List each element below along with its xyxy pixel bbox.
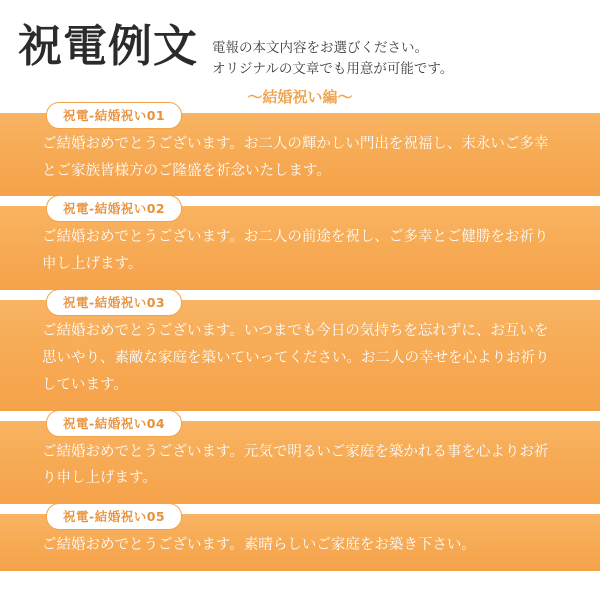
- page-title: 祝電例文: [18, 21, 198, 72]
- item-label: 祝電-結婚祝い03: [46, 289, 182, 316]
- item-label: 祝電-結婚祝い05: [46, 503, 182, 530]
- list-item: [0, 295, 600, 410]
- item-label: 祝電-結婚祝い04: [46, 410, 182, 437]
- item-label: 祝電-結婚祝い02: [46, 195, 182, 222]
- item-label-wrap: [46, 289, 182, 316]
- item-text: ご結婚おめでとうございます。お二人の前途を祝し、ご多幸とご健勝をお祈り申し上げます。: [42, 229, 549, 273]
- list-item: [0, 415, 600, 505]
- list-item: [0, 107, 600, 197]
- item-text: ご結婚おめでとうございます。素晴らしいご家庭をお築き下さい。: [42, 537, 476, 554]
- item-label-wrap: [46, 102, 182, 129]
- item-label: 祝電-結婚祝い01: [46, 102, 182, 129]
- section-heading: 〜結婚祝い編〜: [247, 87, 353, 106]
- item-text: ご結婚おめでとうございます。元気で明るいご家庭を築かれる事を心よりお祈り申し上げます。: [42, 443, 549, 487]
- subtitle-line-2: オリジナルの文章でも用意が可能です。: [212, 60, 454, 77]
- item-label-wrap: [46, 410, 182, 437]
- item-text: ご結婚おめでとうございます。お二人の輝かしい門出を祝福し、末永いご多幸とご家族皆様方のご隆盛を祈念いたします。: [42, 135, 549, 179]
- header-subtitle: [212, 22, 453, 80]
- item-label-wrap: [46, 195, 182, 222]
- subtitle-line-1: 電報の本文内容をお選びください。: [212, 40, 428, 56]
- item-text: ご結婚おめでとうございます。いつまでも今日の気持ちを忘れずに、お互いを思いやり、素敵な家庭を築いていってください。お二人の幸せを心よりお祈りしています。: [42, 323, 550, 393]
- header: [0, 0, 600, 80]
- list-item: [0, 201, 600, 290]
- example-list: [0, 107, 600, 571]
- item-band: [0, 300, 600, 410]
- list-item: [0, 509, 600, 571]
- item-label-wrap: [46, 503, 182, 530]
